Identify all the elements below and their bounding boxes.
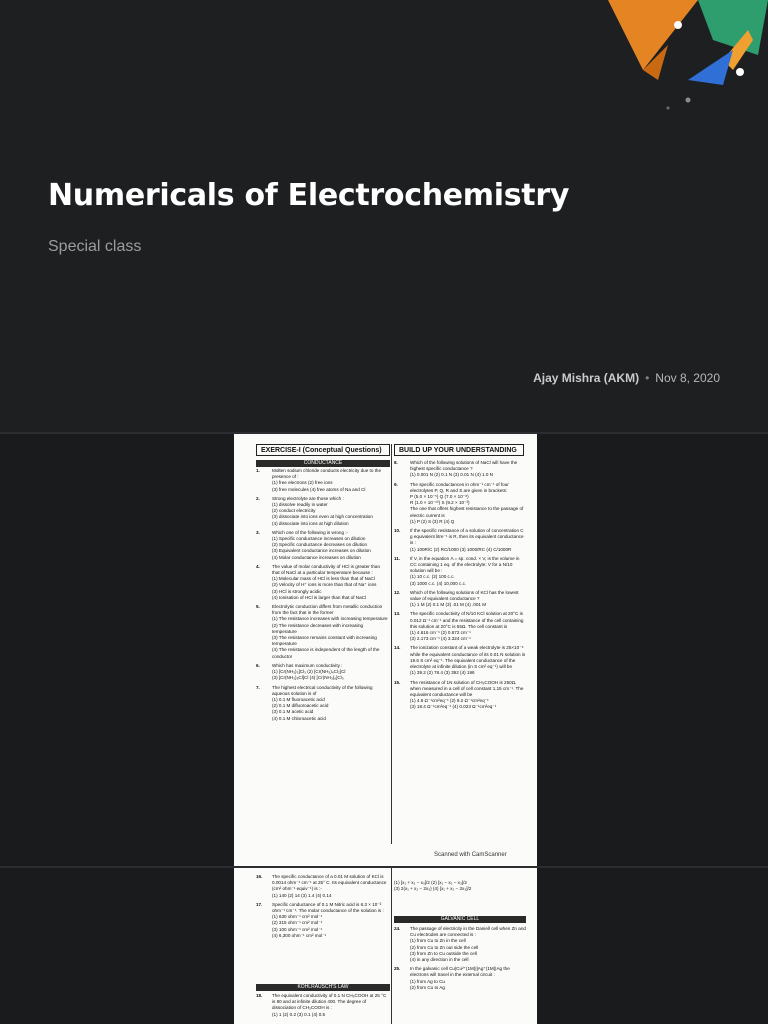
scanner-footer: Scanned with CamScanner xyxy=(434,852,507,858)
question-item: 4. The value of molar conductivity of HCl is greater than that of NaCl at a particular temperature because : (1) Molecular mass of HCl is less than that of NaCl (2) Velocity of H⁺ ions is more than that of Na⁺ ions (3) HCl is strongly acidic (4) Ionisation of HCl is larger than that of NaCl xyxy=(256,563,381,600)
column-divider xyxy=(391,444,392,844)
left-question-column xyxy=(256,874,388,942)
author-line xyxy=(533,371,720,385)
right-question-column xyxy=(394,460,526,714)
left-question-column xyxy=(256,468,388,725)
question-item: 9. The specific conductances in ohm⁻¹ cm⁻¹ of four electrolytes P, Q, R and S are given in brackets: P (5.0 × 10⁻⁵) Q (7.0 × 10⁻⁸) R (1.0 × 10⁻¹⁰) S (9.2 × 10⁻³) The one that offers highest resistance to the passage of electric current is (1) P (2) S (3) R (4) Q xyxy=(394,481,524,524)
slide-subtitle: Special class xyxy=(48,238,142,255)
formula-options: (1) [x₁ + x₂ − x₃]/2 (2) [x₁ − x₂ − x₃]/2 (3) 2(x₁ + x₂ − 2x₃) (4) [x₁ + x₂ − 2x₃]/2 xyxy=(394,880,472,892)
slide-title: Numericals of Electrochemistry xyxy=(48,178,570,213)
question-item: 8. Which of the following solutions of NaCl will have the highest specific conductance ? (1) 0.001 N (2) 0.1 N (3) 0.01 N (4) 1.0 N xyxy=(394,460,518,478)
question-item: 3. Which one of the following is wrong :- (1) Specific conductance increases on dilution (2) Specific conductance decreases on dilution (3) Equivalent conductance increases on dilution (4) Molar conductance increases on dilution xyxy=(256,529,371,560)
question-item: 13. The specific conductivity of N/10 KCl solution at 20°C is 0.012 Ω⁻¹ cm⁻¹ and the resistance of the cell containing this solution at 20°C is 55Ω. The cell constant is (1) 4.616 cm⁻¹ (2) 0.672 cm⁻¹ (3) 2.173 cm⁻¹ (4) 3.324 cm⁻¹ xyxy=(394,611,524,642)
question-item: 2. Strong electrolyte are those which : (1) dissolve readily in water (2) conduct electricity (3) dissociate into ions even at high concentration (4) dissociate into ions at high dilution xyxy=(256,495,373,526)
question-item: 24. The passage of electricity in the Daniell cell when Zn and Cu electrodes are connected is : (1) from Cu to Zn in the cell (2) from Cu to Zn out side the cell (3) from Zn to Cu outside the cell (4) in any direction in the cell xyxy=(394,926,526,963)
question-item: 15. The resistance of 1N solution of CH₃COOH is 250Ω, when measured in a cell of cell constant 1.15 cm⁻¹. The equivalent conductance will be (1) 4.6 Ω⁻¹cm²eq⁻¹ (2) 9.2 Ω⁻¹cm²eq⁻¹ (3) 18.4 Ω⁻¹cm²eq⁻¹ (4) 0.023 Ω⁻¹cm²eq⁻¹ xyxy=(394,679,524,710)
section-galvanic-cell: GALVANIC CELL xyxy=(394,916,526,923)
scanned-page-1 xyxy=(234,434,537,866)
right-question-column xyxy=(394,926,526,994)
question-item: 5. Electrolytic conduction differs from metallic conduction from the fact that in the former (1) The resistance increases with increasing temperature (2) The resistance decreases with increasing temperature (3) The resistance remains constant with increasing temperature (4) The resistance is independent of the length of the conductor xyxy=(256,604,388,659)
publish-date: Nov 8, 2020 xyxy=(655,371,720,385)
question-item: 1. Molten sodium chloride conducts electricity due to the presence of : (1) free electrons (2) free ions (3) free molecules (4) free atoms of Na and Cl xyxy=(256,468,382,492)
question-item: 12. Which of the following solutions of KCl has the lowest value of equivalent conductance ? (1) 1 M (2) 0.1 M (3) .01 M (4) .001 M xyxy=(394,589,519,608)
separator-dot: • xyxy=(645,371,650,385)
exercise-header: EXERCISE-I (Conceptual Questions) xyxy=(256,444,390,456)
question-item: 17. Specific conductance of 0.1 M Nitric acid is 6.3 × 10⁻² ohm⁻¹ cm⁻¹. The molar conductance of the solution is : (1) 630 ohm⁻¹ cm² mol⁻¹ (2) 315 ohm⁻¹ cm² mol⁻¹ (3) 100 ohm⁻¹ cm² mol⁻¹ (4) 6,300 ohm⁻¹ cm² mol⁻¹ xyxy=(256,901,384,938)
question-item: 6. Which has maximum conductivity : (1) [Cr(NH₃)₃]Cl₃ (2) [Cr(NH₃)₄Cl₂]Cl (3) [Cr(NH₃)₅Cl]Cl (4) [Cr(NH₃)₆]Cl₃ xyxy=(256,662,346,681)
question-item: 7. The highest electrical conductivity of the following aqueous solution is of (1) 0.1 M fluoroacetic acid (2) 0.1 M difluoroacetic acid (3) 0.1 M acetic acid (4) 0.1 M chloroacetic acid xyxy=(256,684,373,721)
question-item: 10. If the specific resistance of a solution of concentration C g equivalent litre⁻¹ is R, then its equivalent conductance is : (1) 100R/C (2) RC/1000 (3) 1000/RC (4) C/1000R xyxy=(394,528,524,552)
column-divider xyxy=(391,868,392,1024)
decorative-pen-graphic xyxy=(548,0,768,120)
right-options-block xyxy=(394,880,526,892)
section-kohlrausch: KOHLRAUSCH'S LAW xyxy=(256,984,390,991)
author-name: Ajay Mishra (AKM) xyxy=(533,371,640,385)
question-item: 14. The ionization constant of a weak electrolyte is 25×10⁻⁶ while the equivalent conductance of its 0.01 N solution is 19.6 S cm² eq⁻¹. The equivalent conductance of the electrolyte at infinite dilution (in S cm² eq⁻¹) will be (1) 39.2 (2) 78.4 (3) 392 (4) 196 xyxy=(394,645,526,676)
section-conductance: CONDUCTANCE xyxy=(256,460,390,467)
left-question-column-2 xyxy=(256,993,388,1021)
question-item: 25. In the galvanic cell Cu|Cu²⁺(1M)||Ag⁺(1M)|Ag the electrons will travel in the external circuit : (1) from Ag to Cu (2) from Cu to Ag xyxy=(394,966,510,990)
title-slide xyxy=(0,0,768,432)
question-item: 16. The specific conductance of a 0.01 M solution of KCl is 0.0014 ohm⁻¹ cm⁻¹ at 25° C. Its equivalent conductance (cm² ohm⁻¹ equiv⁻¹) is :- (1) 140 (2) 14 (3) 1.4 (4) 0.14 xyxy=(256,874,387,898)
question-item: 18. The equivalent conductivity of 0.1 N CH₃COOH at 25 °C is 80 and at infinite dilution 400. The degree of dissociation of CH₃COOH is : (1) 1 (2) 0.2 (3) 0.1 (4) 0.5 xyxy=(256,993,387,1017)
question-item: 11. If V, in the equation Λ = sp. cond. × V, is the volume in CC containing 1 eq. of the electrolyte; V for a N/10 solution will be : (1) 10 c.c. (2) 100 c.c. (3) 1000 c.c. (4) 10,000 c.c. xyxy=(394,555,520,586)
build-up-header: BUILD UP YOUR UNDERSTANDING xyxy=(394,444,524,456)
scanned-page-2 xyxy=(234,868,537,1024)
